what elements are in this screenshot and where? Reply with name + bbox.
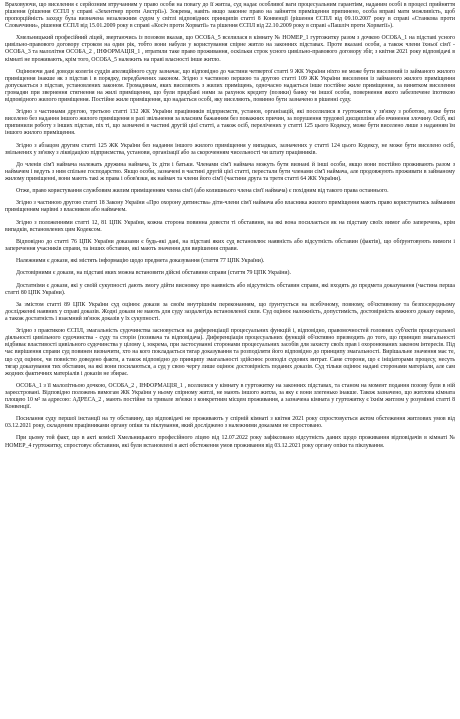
paragraph-defendants-lawful-residence: ОСОБА_1 з її малолітньою дочкою, ОСОБА_2 , ІНФОРМАЦІЯ_1 , вселилися у кімнату в гуртожитку на законних підставах, та станом на момент подання позову були в ній зареєстровані. Відповідно положень вимогам ЖК України у ньому спірному житлі, не мають іншого житла, за яку є вони злегенько інакше. Також зазначено, що житлова кімната площею 10 м² за адресою: АДРЕСА_2 , мають постійне та тривале зв'язки з конкретним місцем проживання, а зазначена кімната у гуртожитку є їхнім житлом у розумінні статті 8 Конвенції. (5, 382, 455, 410)
paragraph-article-77-relevance: Належними є докази, які містять інформацію щодо предмета доказування (стаття 77 ЦПК України). (16, 258, 265, 265)
paragraph-plaintiff-claim: Хмельницький професійний ліцей, звертаючись із позовом вказав, що ОСОБА_5 вселилася в кімнату № НОМЕР_1 гуртожитку разом з дочкою ОСОБА_1 на підставі усного цивільно-правового договору строком на один рік, тобто вони набули у користування спірне житло на законних підставах. Проте вказані особи, а також члени їхньої сім'ї - ОСОБА_3 та малолітня ОСОБА_2 , ІНФОРМАЦІЯ_1 , втратили таке право проживання, оскільки строк усного цивільно-правового договору збіг, з квітня 2021 року відповідачі в кімнаті не проживають, крім того, ОСОБА_5 належить на праві власності інше житло. (5, 35, 455, 63)
paragraph-article-9-109-housing-code: Оцінюючи дані доводи колегія суддів апеляційного суду зазначає, що відповідно до частини четвертої статті 9 ЖК України ніхто не може бути виселений із займаного жилого приміщення інакше як з підстав і в порядку, передбачених законом. Згідно з частиною першою та другою статті 109 ЖК України виселення із займаного жилого приміщення допускається з підстав, установлених законом. Громадянам, яких виселяють з жилих приміщень, одночасно надається інше постійне жиле приміщення, за винятком виселення громадян при звернення стягнення на жилі приміщення, що були придбані ними за рахунок кредиту (позики) банку чи іншої особи, повернення якого забезпечене іпотекою відповідного жилого приміщення. Постійне жиле приміщення, що надається особі, яку виселяють, повинно бути зазначено в рішенні суду. (5, 68, 455, 103)
paragraph-burden-of-proof: Згідно з положеннями статті 12, 81 ЦПК України, кожна сторона повинна довести ті обставини, на які вона посилається як на підставу своїх вимог або заперечень, крім випадків, встановлених цим Кодексом. (5, 219, 455, 233)
paragraph-article-79-reliability: Достовірними є докази, на підставі яких можна встановити дійсні обставини справи (стаття 79 ЦПК України). (16, 270, 291, 277)
paragraph-inspection-act-2022: При цьому той факт, що в акті комісії Хмельницького професійного ліцею від 12.07.2022 року зафіксовано відсутність даних щодо проживання відповідачів в кімнаті № НОМЕР_4 гуртожитку, спростовує обставини, які були встановлені в акті обстеження умов проживання від 03.12.2021 року органу опіки та піклування. (5, 435, 455, 449)
paragraph-inspection-act-2021: Посилання суду першої інстанції на ту обставину, що відповідачі не проживають у спірній кімнаті з квітня 2021 року спростовується актом обстеження житлових умов від 03.12.2021 року, складеним працівниками органу опіки та піклування, який досліджено з належними доказами не спростовано. (5, 416, 455, 430)
paragraph-article-80-sufficiency: Достатніми є докази, які у своїй сукупності дають змогу дійти висновку про наявність або відсутність обставин справи, які входять до предмета доказування (частина перша статті 80 ЦПК України). (5, 282, 455, 296)
paragraph-derived-right: Отже, право користування службовим жилим приміщенням члена сім'ї (або колишнього члена сім'ї наймача) є похідним від такого права останнього. (16, 188, 389, 195)
paragraph-article-76-evidence: Відповідно до статті 76 ЦПК України доказами є будь-які дані, на підставі яких суд встановлює наявність або відсутність обставин (фактів), що обґрунтовують вимоги і заперечення учасників справи, та інших обставин, які мають значення для вирішення справи. (5, 238, 455, 252)
paragraph-echr-procedural-guarantees: Враховуючи, що виселення є серйозним втручанням у право особи на повагу до її житла, суд надає особливої ваги процесуальним гарантіям, наданим особі в процесі прийняття рішення (рішення ЄСПЛ у справі «Зехентнер проти Австрії»). Зокрема, навіть якщо законне право на зайняття приміщення припинено, особа вправі мати можливість, щоб пропорційність заходу була визначена незалежним судом у світлі відповідних принципів статті 8 Конвенції (рішення ЄСПЛ від 09.10.2007 року в справі «Станкова проти Словаччини», рішення ЄСПЛ від 15.01.2009 року в справі «Косіч проти Хорватії» та рішення ЄСПЛ від 22.10.2009 року в справі «Пашліч проти Хорватії»). (5, 2, 455, 30)
paragraph-adversarial-principle: Згідно з практикою ЄСПЛ, змагальність судочинства засновується на диференціації процесуальних функцій і, відповідно, правомочностей головних суб'єктів процесуальної діяльності цивільного судочинства - суду та сторін (позивача та відповідача). Диференціація процесуальних функцій об'єктивно призводить до того, що принцип змагальності відбиває властивості цивільного судочинства у цілому і, зокрема, при застосуванні сторонами процесуальних засобів для захисту своїх прав і охоронюваних законом інтересів. Під час вирішення справи суд повинен визначити, хто на кого покладається тягар доказування та розподіляти його відповідно до принципу змагальності. Вирішальне значення має те, що суд оцінює, чи повністю доведено факти, а також відповідно до принципу змагальності здійснює розподіл судових витрат. Саме сторони, що є ініціаторами процесу, несуть тягар доказування тих обставин, на які вони посилаються, а суд у свою чергу лише оцінює достовірність поданих доказів. Суд тільки оцінює надані сторонами матеріали, але сам жодних фактичних матеріалів і доказів не збирає. (5, 328, 455, 377)
paragraph-child-protection-law: Згідно з частиною другою статті 18 Закону України «Про охорону дитинства» діти-члени сім'ї наймача або власника жилого приміщення мають право користуватись займаним приміщенням нарівні з власником або наймачем. (5, 200, 455, 214)
paragraph-article-89-assessment: За змістом статті 89 ЦПК України суд оцінює докази за своїм внутрішнім переконанням, що ґрунтується на всебічному, повному, об'єктивному та безпосередньому дослідженні наявних у справі доказів. Жодні докази не мають для суду заздалегідь встановленої сили. Суд оцінює належність, допустимість, достовірність кожного доказу окремо, а також достатність і взаємний зв'язок доказів у їх сукупності. (5, 301, 455, 323)
paragraph-family-members-article-64: До членів сім'ї наймача належать дружина наймача, їх діти і батьки. Членами сім'ї наймача можуть бути визнані й інші особи, якщо вони постійно проживають разом з наймачем і ведуть з ним спільне господарство. Якщо особи, зазначені в частині другій цієї статті, перестали бути членами сім'ї наймача, але продовжують проживати в займаному жилому приміщенні, вони мають такі ж права і обов'язки, як наймач та члени його сім'ї (частини друга та третя статті 64 ЖК України). (5, 161, 455, 182)
paragraph-article-125: Згідно з абзацом другим статті 125 ЖК України без надання іншого жилого приміщення у випадках, зазначених у статті 124 цього Кодексу, не може бути виселено осіб, звільнених у зв'язку з ліквідацією підприємства, установи, організації або за скороченням чисельності чи штату працівників. (5, 142, 455, 156)
paragraph-article-132-dormitory-eviction: Згідно з частинами другою, третьою статті 132 ЖК України працівників підприємств, установ, організацій, які поселилися в гуртожиток у зв'язку з роботою, може бути виселено без надання іншого жилого приміщення в разі звільнення за власним бажанням без поважних причин, за порушення трудової дисципліни або вчинення злочину. Осіб, які припинили роботу з інших підстав, піх ті, що зазначені в частині другій цієї статті, а також осіб, перелічених у статті 125 цього Кодексу, може бути виселено лише з наданням їм іншого жилого приміщення. (5, 109, 455, 137)
